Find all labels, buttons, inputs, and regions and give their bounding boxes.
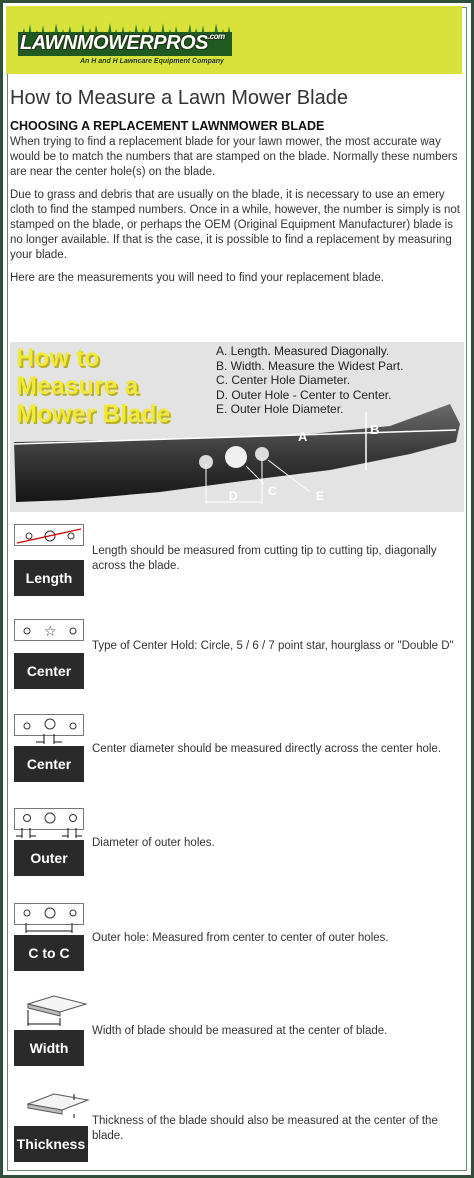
thickness-diagram-icon <box>24 1090 94 1120</box>
thickness-label: Thickness <box>14 1126 88 1162</box>
measurement-row-length <box>14 522 464 602</box>
width-label: Width <box>14 1030 84 1066</box>
center-diameter-label: Center <box>14 746 84 782</box>
legend-item-b: B. Width. Measure the Widest Part. <box>216 358 404 373</box>
measurement-row-outer <box>14 806 464 886</box>
diagram-title-line-3: Mower Blade <box>16 400 171 428</box>
logo-tagline: An H and H Lawncare Equipment Company <box>80 58 224 65</box>
c-to-c-diagram-icon <box>14 903 84 925</box>
site-logo[interactable] <box>20 32 250 56</box>
outer-description: Diameter of outer holes. <box>92 837 215 849</box>
svg-text:☆: ☆ <box>44 624 57 640</box>
center-type-description: Type of Center Hold: Circle, 5 / 6 / 7 point star, hourglass or "Double D" <box>92 640 454 652</box>
measurement-row-thickness <box>14 1090 464 1170</box>
section-heading: CHOOSING A REPLACEMENT LAWNMOWER BLADE <box>10 119 325 133</box>
measurement-row-width <box>14 994 464 1074</box>
measurement-row-center-diameter <box>14 712 464 792</box>
logo-text: LAWNMOWERPROS <box>20 32 208 54</box>
length-label: Length <box>14 560 84 596</box>
paragraph-3: Here are the measurements you will need to find your replacement blade. <box>10 272 384 284</box>
width-description: Width of blade should be measured at the center of blade. <box>92 1025 388 1037</box>
blade-diagram <box>10 342 464 512</box>
center-hole <box>225 446 247 468</box>
center-type-label: Center <box>14 653 84 689</box>
width-diagram-icon <box>14 994 88 1028</box>
c-to-c-arrows-icon <box>14 923 84 935</box>
legend-item-c: C. Center Hole Diameter. <box>216 373 351 387</box>
outer-diameter-diagram-icon <box>14 808 84 830</box>
logo-suffix: .com <box>207 32 225 41</box>
label-d: D <box>229 489 238 503</box>
thickness-description: Thickness of the blade should also be measured at the center of the blade. <box>92 1115 438 1142</box>
label-c: C <box>268 484 277 498</box>
center-diameter-description: Center diameter should be measured directly across the center hole. <box>92 743 442 755</box>
measurement-row-center-type <box>14 617 464 697</box>
length-description: Length should be measured from cutting tip to cutting tip, diagonally across the blade. <box>92 545 437 572</box>
legend-item-e: E. Outer Hole Diameter. <box>216 402 344 416</box>
paragraph-2: Due to grass and debris that are usually on the blade, it is necessary to use an emery cloth to find the stamped numbers. Once in a while, however, the number is simply is not stamped on the blade, or perhaps the OEM (Original Equipment Manufacturer) blade is no longer available. If that is the case, it is possible to find a replacement by measuring your blade. <box>10 189 460 261</box>
center-diameter-diagram-icon <box>14 714 84 736</box>
legend-item-d: D. Outer Hole - Center to Center. <box>216 387 392 402</box>
diagram-title-line-2: Measure a <box>16 372 139 400</box>
paragraph-1: When trying to find a replacement blade for your lawn mower, the most accurate way would be to match the numbers that are stamped on the blade. Normally these numbers are near the center hole(s) on the blade. <box>10 136 458 178</box>
diagram-title-line-1: How to <box>16 344 100 372</box>
label-e: E <box>316 489 325 503</box>
c-to-c-description: Outer hole: Measured from center to center of outer holes. <box>92 932 389 944</box>
center-diameter-arrows-icon <box>34 734 64 746</box>
center-type-diagram-icon <box>14 619 84 641</box>
legend-item-a: A. Length. Measured Diagonally. <box>216 344 390 358</box>
blade-drawing <box>10 342 464 512</box>
label-a: A <box>298 429 308 444</box>
length-diagram-icon <box>14 524 84 546</box>
measurement-row-c-to-c <box>14 901 464 981</box>
page-title: How to Measure a Lawn Mower Blade <box>10 87 348 109</box>
outer-label: Outer <box>14 840 84 876</box>
c-to-c-label: C to C <box>14 935 84 971</box>
outer-diameter-arrows-icon <box>14 828 84 840</box>
article <box>10 84 462 294</box>
label-b: B <box>370 422 380 437</box>
